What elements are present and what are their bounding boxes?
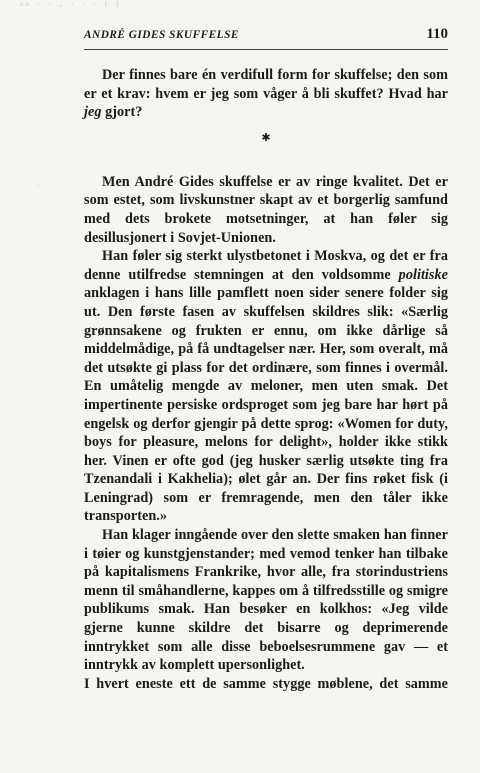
paragraph-1 — [84, 66, 448, 122]
page-header — [84, 26, 448, 48]
paragraph-4: Han klager inngående over den slette smaken han finner i tøier og kunstgjenstander; med vemod tenker han tilbake på kapitalismens Frankrike, hvor alle, fra storindustriens menn til småhandlerne, kappes om å tilfredsstille og smigre publikums smak. Han besøker en kolkhos: «Jeg vilde gjerne kunne skildre det bisarre og deprimerende inntrykket som alle disse beboelsesrummene gav — et inntrykk av komplett upersonlighet. — [84, 527, 448, 674]
paragraph-1-text-end: gjort? — [101, 104, 143, 121]
running-title: ANDRÉ GIDES SKUFFELSE — [84, 29, 239, 41]
paragraph-5: I hvert eneste ett de samme stygge møblene, det samme — [84, 675, 448, 692]
scan-artifact-marks: ▫▫ · · , · · · | | — [20, 1, 122, 8]
paragraph-1-text: Der finnes bare én verdifull form for skuffelse; den som er et krav: hvem er jeg som våger å bli skuffet? Hvad har — [84, 67, 448, 102]
paragraph-1-emphasis: jeg — [84, 104, 102, 121]
paragraph-3-emphasis: politiske — [398, 266, 448, 283]
margin-mark: · — [37, 182, 40, 190]
paragraph-3-text-end: anklagen i hans lille pamflett noen sider senere folder sig ut. Den første fasen av skuffelsen skildres slik: «Særlig grønnsakene og frukten er ennu, om ikke dårlige så middelmådige, på få undtagelser nær. Her, som overalt, må det utsøkte gi plass for det ordinære, som finnes i overmål. En umåtelig mengde av meloner, men uten smak. Det impertinente persiske ordsproget som jeg bare har hørt på engelsk og derfor gjengir på dette sprog: «Women for duty, boys for pleasure, melons for delight», holder ikke stikk her. Vinen er ofte god (jeg husker særlig utsøkte ting fra Tzenandali i Kakhelia); ølet går an. Der fins røket fisk (i Leningrad) som er fremragende, men den tåler ikke transporten.» — [84, 285, 448, 525]
book-page — [84, 26, 448, 693]
section-break-ornament: ✱ — [261, 130, 271, 144]
paragraph-3 — [84, 247, 448, 526]
paragraph-2: Men André Gides skuffelse er av ringe kvalitet. Det er som estet, som livskunstner skapt av et borgerlig samfund med dets brokete motsetninger, at han føler sig desillusjonert i Sovjet-Unionen. — [84, 173, 448, 246]
page-number: 110 — [426, 26, 448, 42]
paragraph-3-text: Han føler sig sterkt ulystbetonet i Moskva, og det er fra denne utilfredse stemningen at den voldsomme — [84, 248, 448, 283]
header-rule — [84, 49, 448, 50]
